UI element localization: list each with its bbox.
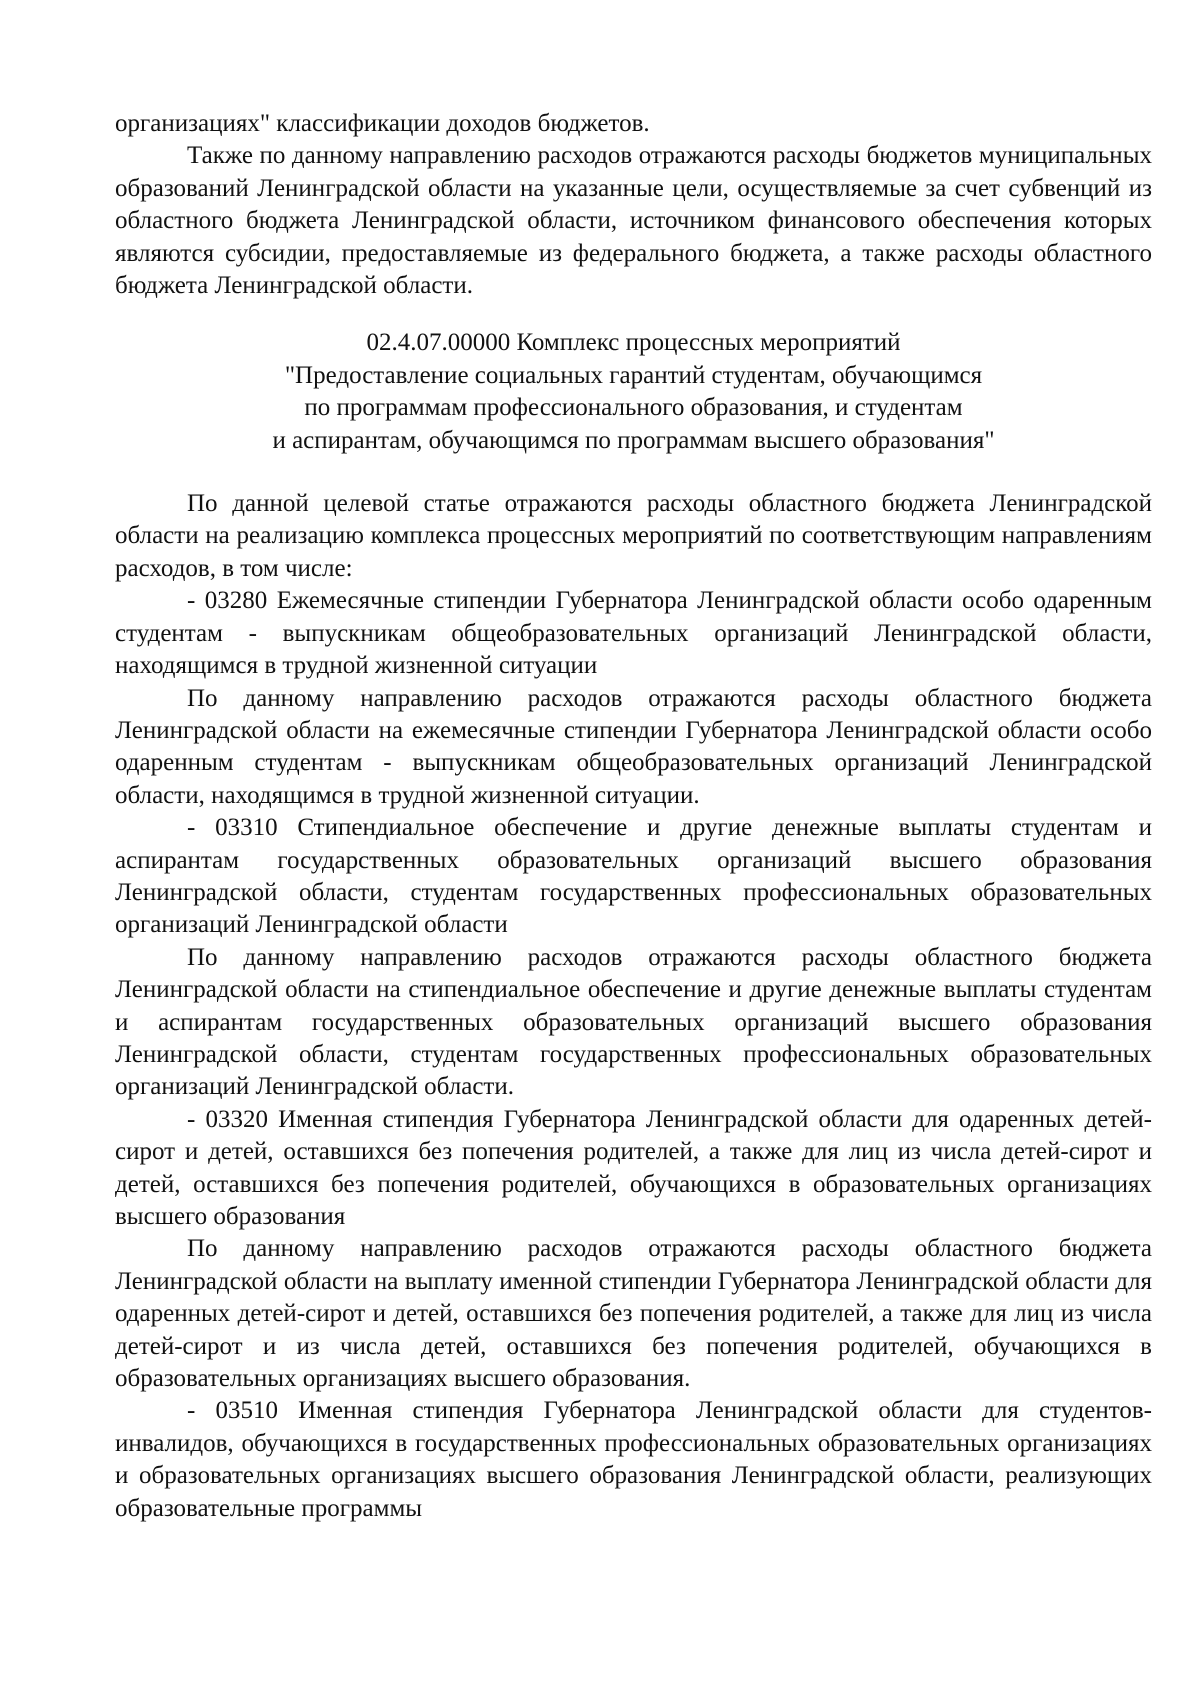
paragraph-03310-description: По данному направлению расходов отражаются расходы областного бюджета Ленинградской области на стипендиальное обеспечение и другие денежные выплаты студентам и аспирантам государственных образовательных организаций высшего образования Ленинградской области, студентам государственных профессиональных образовательных организаций Ленинградской области.	[115, 943, 1152, 1101]
heading-line: и аспирантам, обучающимся по программам высшего образования"	[272, 426, 995, 454]
heading-line: по программам профессионального образования, и студентам	[304, 394, 963, 422]
item-03320: - 03320 Именная стипендия Губернатора Ленинградской области для одаренных детей-сирот и детей, оставшихся без попечения родителей, а также для лиц из числа детей-сирот и детей, оставшихся без попечения родителей, обучающихся в образовательных организациях высшего образования	[115, 1105, 1152, 1230]
item-03280: - 03280 Ежемесячные стипендии Губернатора Ленинградской области особо одаренным студентам - выпускникам общеобразовательных организаций Ленинградской области, находящимся в трудной жизненной ситуации	[115, 587, 1152, 680]
item-03310: - 03310 Стипендиальное обеспечение и другие денежные выплаты студентам и аспирантам государственных образовательных организаций высшего образования Ленинградской области, студентам государственных профессиональных образовательных организаций Ленинградской области	[115, 814, 1152, 939]
paragraph-03280-description: По данному направлению расходов отражаются расходы областного бюджета Ленинградской области на ежемесячные стипендии Губернатора Ленинградской области особо одаренным студентам - выпускникам общеобразовательных организаций Ленинградской области, находящимся в трудной жизненной ситуации.	[115, 684, 1152, 809]
paragraph-target-article: По данной целевой статье отражаются расходы областного бюджета Ленинградской области на реализацию комплекса процессных мероприятий по соответствующим направлениям расходов, в том числе:	[115, 490, 1152, 582]
section-heading	[115, 327, 1152, 457]
item-03510: - 03510 Именная стипендия Губернатора Ленинградской области для студентов-инвалидов, обучающихся в государственных профессиональных образовательных организациях и образовательных организациях высшего образования Ленинградской области, реализующих образовательные программы	[115, 1397, 1152, 1522]
heading-line: 02.4.07.00000 Комплекс процессных мероприятий	[366, 329, 901, 357]
paragraph-subvention-expenses: Также по данному направлению расходов отражаются расходы бюджетов муниципальных образований Ленинградской области на указанные цели, осуществляемые за счет субвенций из областного бюджета Ленинградской области, источником финансового обеспечения которых являются субсидии, предоставляемые из федерального бюджета, а также расходы областного бюджета Ленинградской области.	[115, 142, 1152, 300]
paragraph-continuation: организациях" классификации доходов бюджетов.	[115, 110, 650, 137]
document-page	[115, 108, 1152, 1525]
heading-line: "Предоставление социальных гарантий студентам, обучающимся	[284, 361, 983, 389]
paragraph-03320-description: По данному направлению расходов отражаются расходы областного бюджета Ленинградской области на выплату именной стипендии Губернатора Ленинградской области для одаренных детей-сирот и детей, оставшихся без попечения родителей, а также для лиц из числа детей-сирот и из числа детей, оставшихся без попечения родителей, обучающихся в образовательных организациях высшего образования.	[115, 1235, 1152, 1393]
